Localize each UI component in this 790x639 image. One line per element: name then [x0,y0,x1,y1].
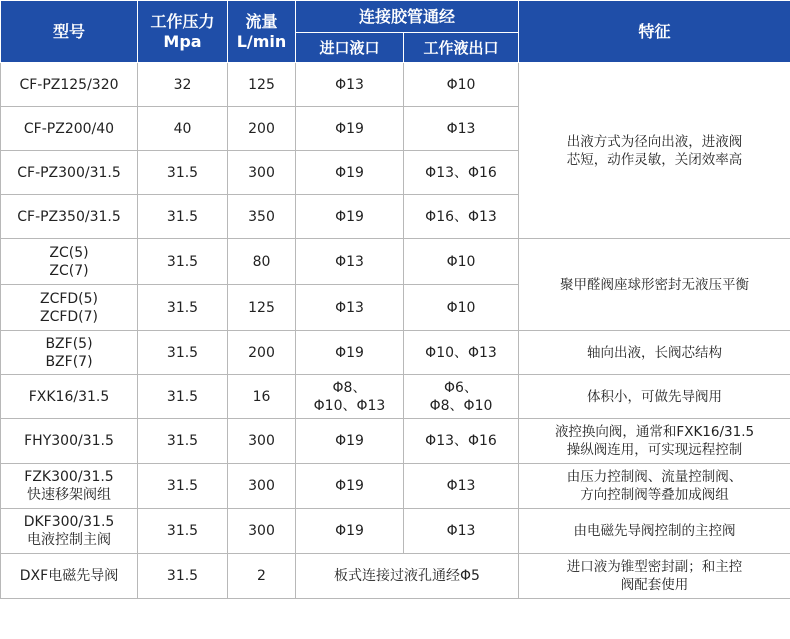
cell-feature: 由压力控制阀、流量控制阀、 方向控制阀等叠加成阀组 [519,464,790,509]
table-row [1,554,790,599]
cell-inlet: Φ19 [296,331,404,375]
col-header-inlet: 进口液口 [296,33,404,63]
cell-outlet: Φ13 [404,107,519,151]
cell-inlet: Φ13 [296,285,404,331]
cell-pressure: 31.5 [138,331,228,375]
cell-model: CF-PZ350/31.5 [1,195,138,239]
cell-outlet: Φ16、Φ13 [404,195,519,239]
cell-inlet: Φ19 [296,419,404,464]
col-header-pressure: 工作压力 Mpa [138,1,228,63]
col-header-outlet: 工作液出口 [404,33,519,63]
cell-flow: 300 [228,464,296,509]
cell-model: CF-PZ300/31.5 [1,151,138,195]
cell-pressure: 31.5 [138,554,228,599]
cell-inlet: Φ8、 Φ10、Φ13 [296,375,404,419]
table-row [1,419,790,464]
cell-flow: 80 [228,239,296,285]
cell-feature: 由电磁先导阀控制的主控阀 [519,509,790,554]
cell-flow: 300 [228,419,296,464]
table-row [1,331,790,375]
cell-model: FXK16/31.5 [1,375,138,419]
cell-feature: 聚甲醛阀座球形密封无液压平衡 [519,239,790,331]
cell-pressure: 31.5 [138,239,228,285]
cell-pressure: 31.5 [138,509,228,554]
cell-outlet: Φ10 [404,285,519,331]
cell-flow: 16 [228,375,296,419]
cell-model: ZCFD(5) ZCFD(7) [1,285,138,331]
cell-feature: 进口液为锥型密封副；和主控 阀配套使用 [519,554,790,599]
cell-inlet: Φ19 [296,195,404,239]
cell-pressure: 31.5 [138,151,228,195]
table-row [1,63,790,107]
cell-outlet: Φ10、Φ13 [404,331,519,375]
cell-outlet: Φ13、Φ16 [404,419,519,464]
cell-model: CF-PZ200/40 [1,107,138,151]
cell-inlet: Φ19 [296,151,404,195]
cell-inlet: Φ13 [296,239,404,285]
col-header-feature: 特征 [519,1,790,63]
table-row [1,509,790,554]
col-header-pipe-group: 连接胶管通经 [296,1,519,33]
cell-model: CF-PZ125/320 [1,63,138,107]
cell-outlet: Φ6、 Φ8、Φ10 [404,375,519,419]
cell-pressure: 31.5 [138,195,228,239]
cell-pressure: 40 [138,107,228,151]
cell-model: DKF300/31.5 电液控制主阀 [1,509,138,554]
cell-pipe-merged: 板式连接过液孔通经Φ5 [296,554,519,599]
cell-model: DXF电磁先导阀 [1,554,138,599]
col-header-model: 型号 [1,1,138,63]
cell-flow: 2 [228,554,296,599]
cell-flow: 200 [228,331,296,375]
table-row [1,464,790,509]
table-row [1,239,790,285]
cell-pressure: 31.5 [138,464,228,509]
cell-flow: 300 [228,509,296,554]
cell-inlet: Φ19 [296,464,404,509]
cell-outlet: Φ13 [404,509,519,554]
cell-flow: 350 [228,195,296,239]
cell-outlet: Φ10 [404,239,519,285]
cell-model: FHY300/31.5 [1,419,138,464]
cell-outlet: Φ10 [404,63,519,107]
table-row [1,375,790,419]
cell-model: BZF(5) BZF(7) [1,331,138,375]
cell-feature: 液控换向阀，通常和FXK16/31.5 操纵阀连用，可实现远程控制 [519,419,790,464]
cell-model: FZK300/31.5 快速移架阀组 [1,464,138,509]
cell-flow: 200 [228,107,296,151]
cell-pressure: 32 [138,63,228,107]
cell-feature: 轴向出液，长阀芯结构 [519,331,790,375]
col-header-flow: 流量 L/min [228,1,296,63]
cell-feature: 体积小，可做先导阀用 [519,375,790,419]
cell-inlet: Φ19 [296,107,404,151]
cell-model: ZC(5) ZC(7) [1,239,138,285]
cell-pressure: 31.5 [138,375,228,419]
cell-pressure: 31.5 [138,285,228,331]
cell-pressure: 31.5 [138,419,228,464]
cell-outlet: Φ13、Φ16 [404,151,519,195]
cell-inlet: Φ13 [296,63,404,107]
cell-inlet: Φ19 [296,509,404,554]
cell-flow: 300 [228,151,296,195]
cell-outlet: Φ13 [404,464,519,509]
cell-flow: 125 [228,285,296,331]
cell-flow: 125 [228,63,296,107]
cell-feature: 出液方式为径向出液，进液阀 芯短，动作灵敏，关闭效率高 [519,63,790,239]
